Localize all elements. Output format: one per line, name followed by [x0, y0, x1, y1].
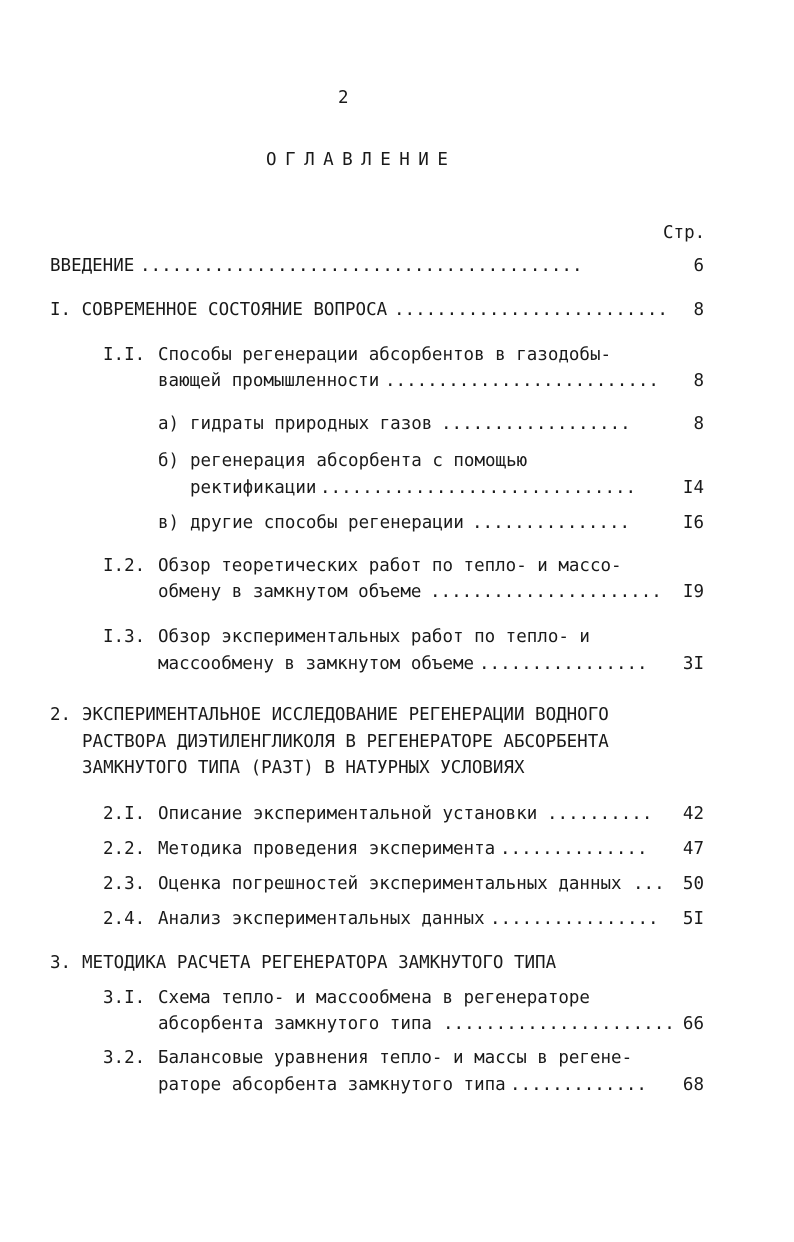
- toc-page-number: 42: [682, 804, 704, 824]
- toc-chapter-number: 2.: [50, 705, 72, 725]
- toc-page-number: 50: [682, 874, 704, 894]
- toc-entry-text: I. СОВРЕМЕННОЕ СОСТОЯНИЕ ВОПРОСА: [50, 300, 388, 320]
- page-column-header: Стр.: [663, 223, 706, 243]
- toc-page-number: 6: [693, 256, 704, 276]
- toc-section-number: 2.2.: [103, 839, 146, 859]
- toc-page-number: 8: [693, 414, 704, 434]
- toc-entry-text: МЕТОДИКА РАСЧЕТА РЕГЕНЕРАТОРА ЗАМКНУТОГО ТИПА: [82, 953, 557, 973]
- toc-page-number: 66: [682, 1014, 704, 1034]
- toc-page-number: 8: [693, 300, 704, 320]
- toc-entry-text: ВВЕДЕНИЕ: [50, 256, 135, 276]
- toc-entry-text: гидраты природных газов: [190, 414, 433, 434]
- toc-leader-dots: ..........: [547, 804, 653, 824]
- toc-entry-text: Обзор экспериментальных работ по тепло- и: [158, 627, 590, 647]
- toc-entry-text-cont: вающей промышленности: [158, 371, 380, 391]
- toc-entry-text-cont: абсорбента замкнутого типа: [158, 1014, 432, 1034]
- toc-section-number: 3.2.: [103, 1048, 146, 1068]
- toc-section-number: I.I.: [103, 345, 146, 365]
- toc-page-number: 3I: [682, 654, 704, 674]
- toc-entry-text: Схема тепло- и массообмена в регенераторе: [158, 988, 590, 1008]
- toc-chapter-number: 3.: [50, 953, 72, 973]
- toc-entry-text-cont: ЗАМКНУТОГО ТИПА (РАЗТ) В НАТУРНЫХ УСЛОВИЯХ: [82, 758, 525, 778]
- toc-leader-dots: ...: [633, 874, 665, 894]
- toc-section-number: I.3.: [103, 627, 146, 647]
- toc-entry-text: Способы регенерации абсорбентов в газодобы-: [158, 345, 612, 365]
- toc-entry-text-cont: РАСТВОРА ДИЭТИЛЕНГЛИКОЛЯ В РЕГЕНЕРАТОРЕ АБСОРБЕНТА: [82, 732, 609, 752]
- toc-page-number: 47: [682, 839, 704, 859]
- toc-entry-text-cont: ректификации: [190, 478, 317, 498]
- page-number: 2: [338, 88, 349, 108]
- toc-entry-text: другие способы регенерации: [190, 513, 464, 533]
- toc-leader-dots: ..........................................: [140, 256, 583, 276]
- toc-page-number: 8: [693, 371, 704, 391]
- page-title: ОГЛАВЛЕНИЕ: [266, 150, 457, 170]
- toc-leader-dots: ..........................: [385, 371, 659, 391]
- toc-item-label: а): [158, 414, 180, 434]
- toc-section-number: 3.I.: [103, 988, 146, 1008]
- toc-leader-dots: ................: [490, 909, 659, 929]
- toc-item-label: б): [158, 451, 180, 471]
- toc-leader-dots: ...............: [472, 513, 631, 533]
- toc-leader-dots: ..............................: [320, 478, 637, 498]
- toc-section-number: 2.3.: [103, 874, 146, 894]
- toc-leader-dots: ..............: [500, 839, 648, 859]
- toc-entry-text: Обзор теоретических работ по тепло- и массо-: [158, 556, 622, 576]
- toc-entry-text: Описание экспериментальной установки: [158, 804, 538, 824]
- toc-page-number: I4: [682, 478, 704, 498]
- toc-leader-dots: ......................: [430, 582, 662, 602]
- toc-section-number: I.2.: [103, 556, 146, 576]
- toc-leader-dots: ..................: [441, 414, 631, 434]
- toc-leader-dots: ................: [479, 654, 648, 674]
- toc-entry-text-cont: обмену в замкнутом объеме: [158, 582, 422, 602]
- toc-entry-text: ЭКСПЕРИМЕНТАЛЬНОЕ ИССЛЕДОВАНИЕ РЕГЕНЕРАЦИИ ВОДНОГО: [82, 705, 609, 725]
- toc-section-number: 2.I.: [103, 804, 146, 824]
- toc-entry-text-cont: массообмену в замкнутом объеме: [158, 654, 475, 674]
- toc-section-number: 2.4.: [103, 909, 146, 929]
- toc-entry-text: Балансовые уравнения тепло- и массы в регене-: [158, 1048, 633, 1068]
- toc-entry-text: регенерация абсорбента с помощью: [190, 451, 528, 471]
- toc-page-number: 68: [682, 1075, 704, 1095]
- toc-page-number: 5I: [682, 909, 704, 929]
- toc-entry-text: Оценка погрешностей экспериментальных данных: [158, 874, 622, 894]
- toc-entry-text: Анализ экспериментальных данных: [158, 909, 485, 929]
- toc-entry-text: Методика проведения эксперимента: [158, 839, 496, 859]
- toc-leader-dots: ......................: [443, 1014, 675, 1034]
- toc-item-label: в): [158, 513, 180, 533]
- toc-page-number: I9: [682, 582, 704, 602]
- toc-entry-text-cont: раторе абсорбента замкнутого типа: [158, 1075, 506, 1095]
- toc-page-number: I6: [682, 513, 704, 533]
- toc-leader-dots: .............: [510, 1075, 647, 1095]
- toc-leader-dots: ..........................: [394, 300, 668, 320]
